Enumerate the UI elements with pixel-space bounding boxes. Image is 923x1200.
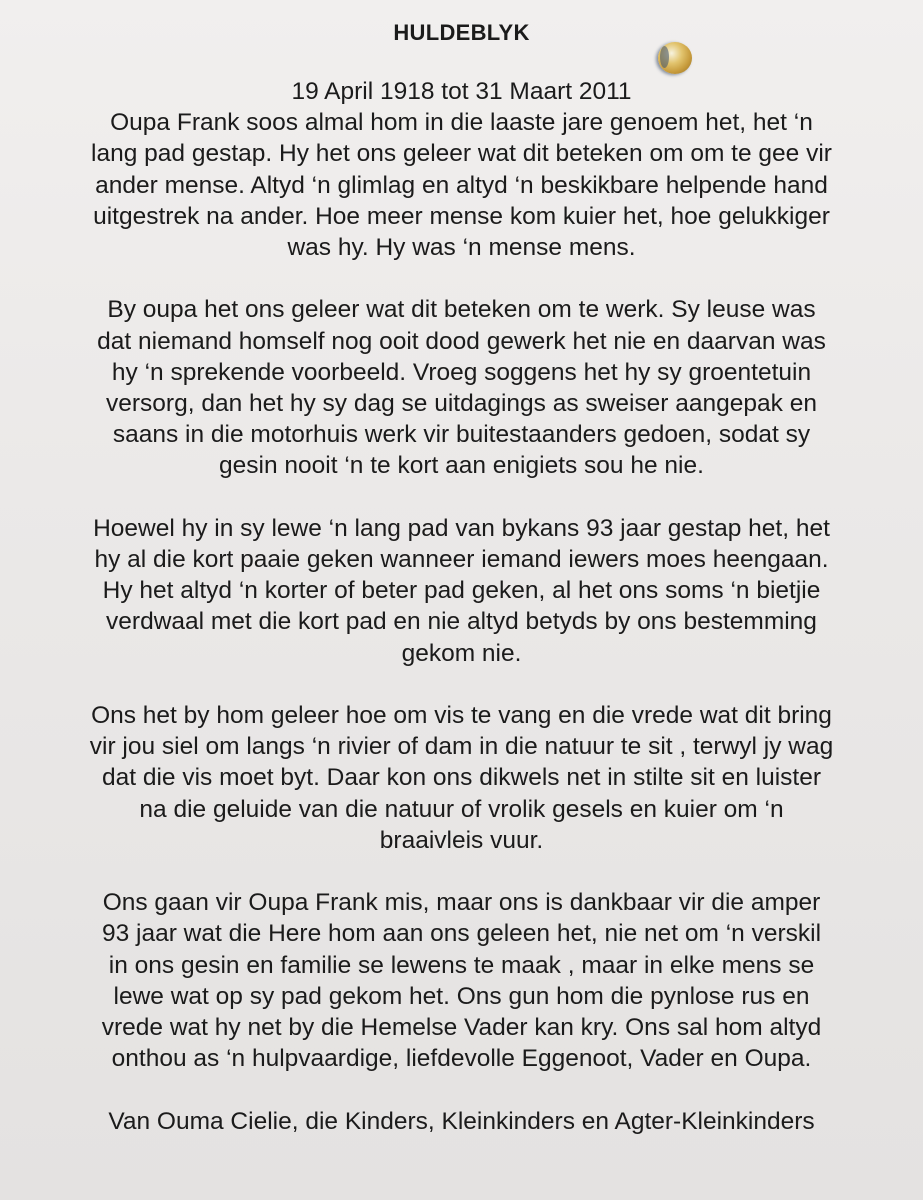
text-line: Hoewel hy in sy lewe ‘n lang pad van bykans 93 jaar gestap het, het — [93, 514, 830, 542]
text-line: was hy. Hy was ‘n mense mens. — [287, 234, 636, 262]
text-line: vrede wat hy net by die Hemelse Vader kan kry. Ons sal hom altyd — [101, 1014, 822, 1042]
text-line: Oupa Frank soos almal hom in die laaste jare genoem het, het ‘n — [110, 109, 813, 137]
text-line: versorg, dan het hy sy dag se uitdagings as sweiser aangepak en — [106, 390, 817, 418]
paragraph-gap — [0, 263, 923, 294]
dates-line: 19 April 1918 tot 31 Maart 2011 — [291, 78, 632, 105]
page-title: HULDEBLYK — [393, 20, 530, 45]
text-line: 93 jaar wat die Here hom aan ons geleen het, nie net om ‘n verskil — [101, 920, 822, 948]
text-line: lang pad gestap. Hy het ons geleer wat dit beteken om om te gee vir — [91, 140, 832, 168]
text-line: saans in die motorhuis werk vir buitestaanders gedoen, sodat sy — [112, 421, 811, 449]
text-line: onthou as ‘n hulpvaardige, liefdevolle Eggenoot, Vader en Oupa. — [111, 1045, 812, 1073]
text-line: hy ‘n sprekende voorbeeld. Vroeg soggens het hy sy groentetuin — [111, 358, 812, 386]
tribute-text — [0, 76, 923, 1137]
text-line: dat niemand homself nog ooit dood gewerk het nie en daarvan was — [97, 327, 826, 355]
text-line: uitgestrek na ander. Hoe meer mense kom kuier het, hoe gelukkiger — [93, 202, 830, 230]
signature-line: Van Ouma Cielie, die Kinders, Kleinkinders en Agter-Kleinkinders — [108, 1107, 815, 1135]
paragraph-3 — [0, 513, 923, 669]
text-line: lewe wat op sy pad gekom het. Ons gun hom die pynlose rus en — [113, 982, 810, 1010]
paragraph-2 — [0, 294, 923, 481]
paragraph-4 — [0, 700, 923, 856]
text-line: verdwaal met die kort pad en nie altyd betyds by ons bestemming — [106, 608, 817, 636]
paragraph-gap — [0, 482, 923, 513]
signature — [0, 1106, 923, 1137]
text-line: gesin nooit ‘n te kort aan enigiets sou he nie. — [219, 452, 704, 480]
text-line: vir jou siel om langs ‘n rivier of dam in die natuur te sit , terwyl jy wag — [89, 733, 834, 761]
text-line: ander mense. Altyd ‘n glimlag en altyd ‘n beskikbare helpende hand — [95, 171, 828, 199]
text-line: Ons gaan vir Oupa Frank mis, maar ons is dankbaar vir die amper — [102, 889, 821, 917]
paragraph-gap — [0, 856, 923, 887]
paragraph-1 — [0, 107, 923, 263]
paragraph-5 — [0, 887, 923, 1074]
text-line: dat die vis moet byt. Daar kon ons dikwels net in stilte sit en luister — [102, 764, 821, 792]
text-line: braaivleis vuur. — [379, 826, 544, 854]
paragraph-gap — [0, 669, 923, 700]
text-line: na die geluide van die natuur of vrolik gesels en kuier om ‘n — [139, 795, 784, 823]
text-line: in ons gesin en familie se lewens te maak , maar in elke mens se — [108, 951, 815, 979]
pushpin-icon — [658, 42, 692, 74]
paragraph-gap — [0, 1074, 923, 1105]
text-line: Hy het altyd ‘n korter of beter pad geken, al het ons soms ‘n bietjie — [102, 577, 821, 605]
text-line: gekom nie. — [401, 639, 522, 667]
text-line: Ons het by hom geleer hoe om vis te vang en die vrede wat dit bring — [91, 702, 832, 730]
text-line: hy al die kort paaie geken wanneer iemand iewers moes heengaan. — [94, 546, 829, 574]
text-line: By oupa het ons geleer wat dit beteken om te werk. Sy leuse was — [107, 296, 816, 324]
